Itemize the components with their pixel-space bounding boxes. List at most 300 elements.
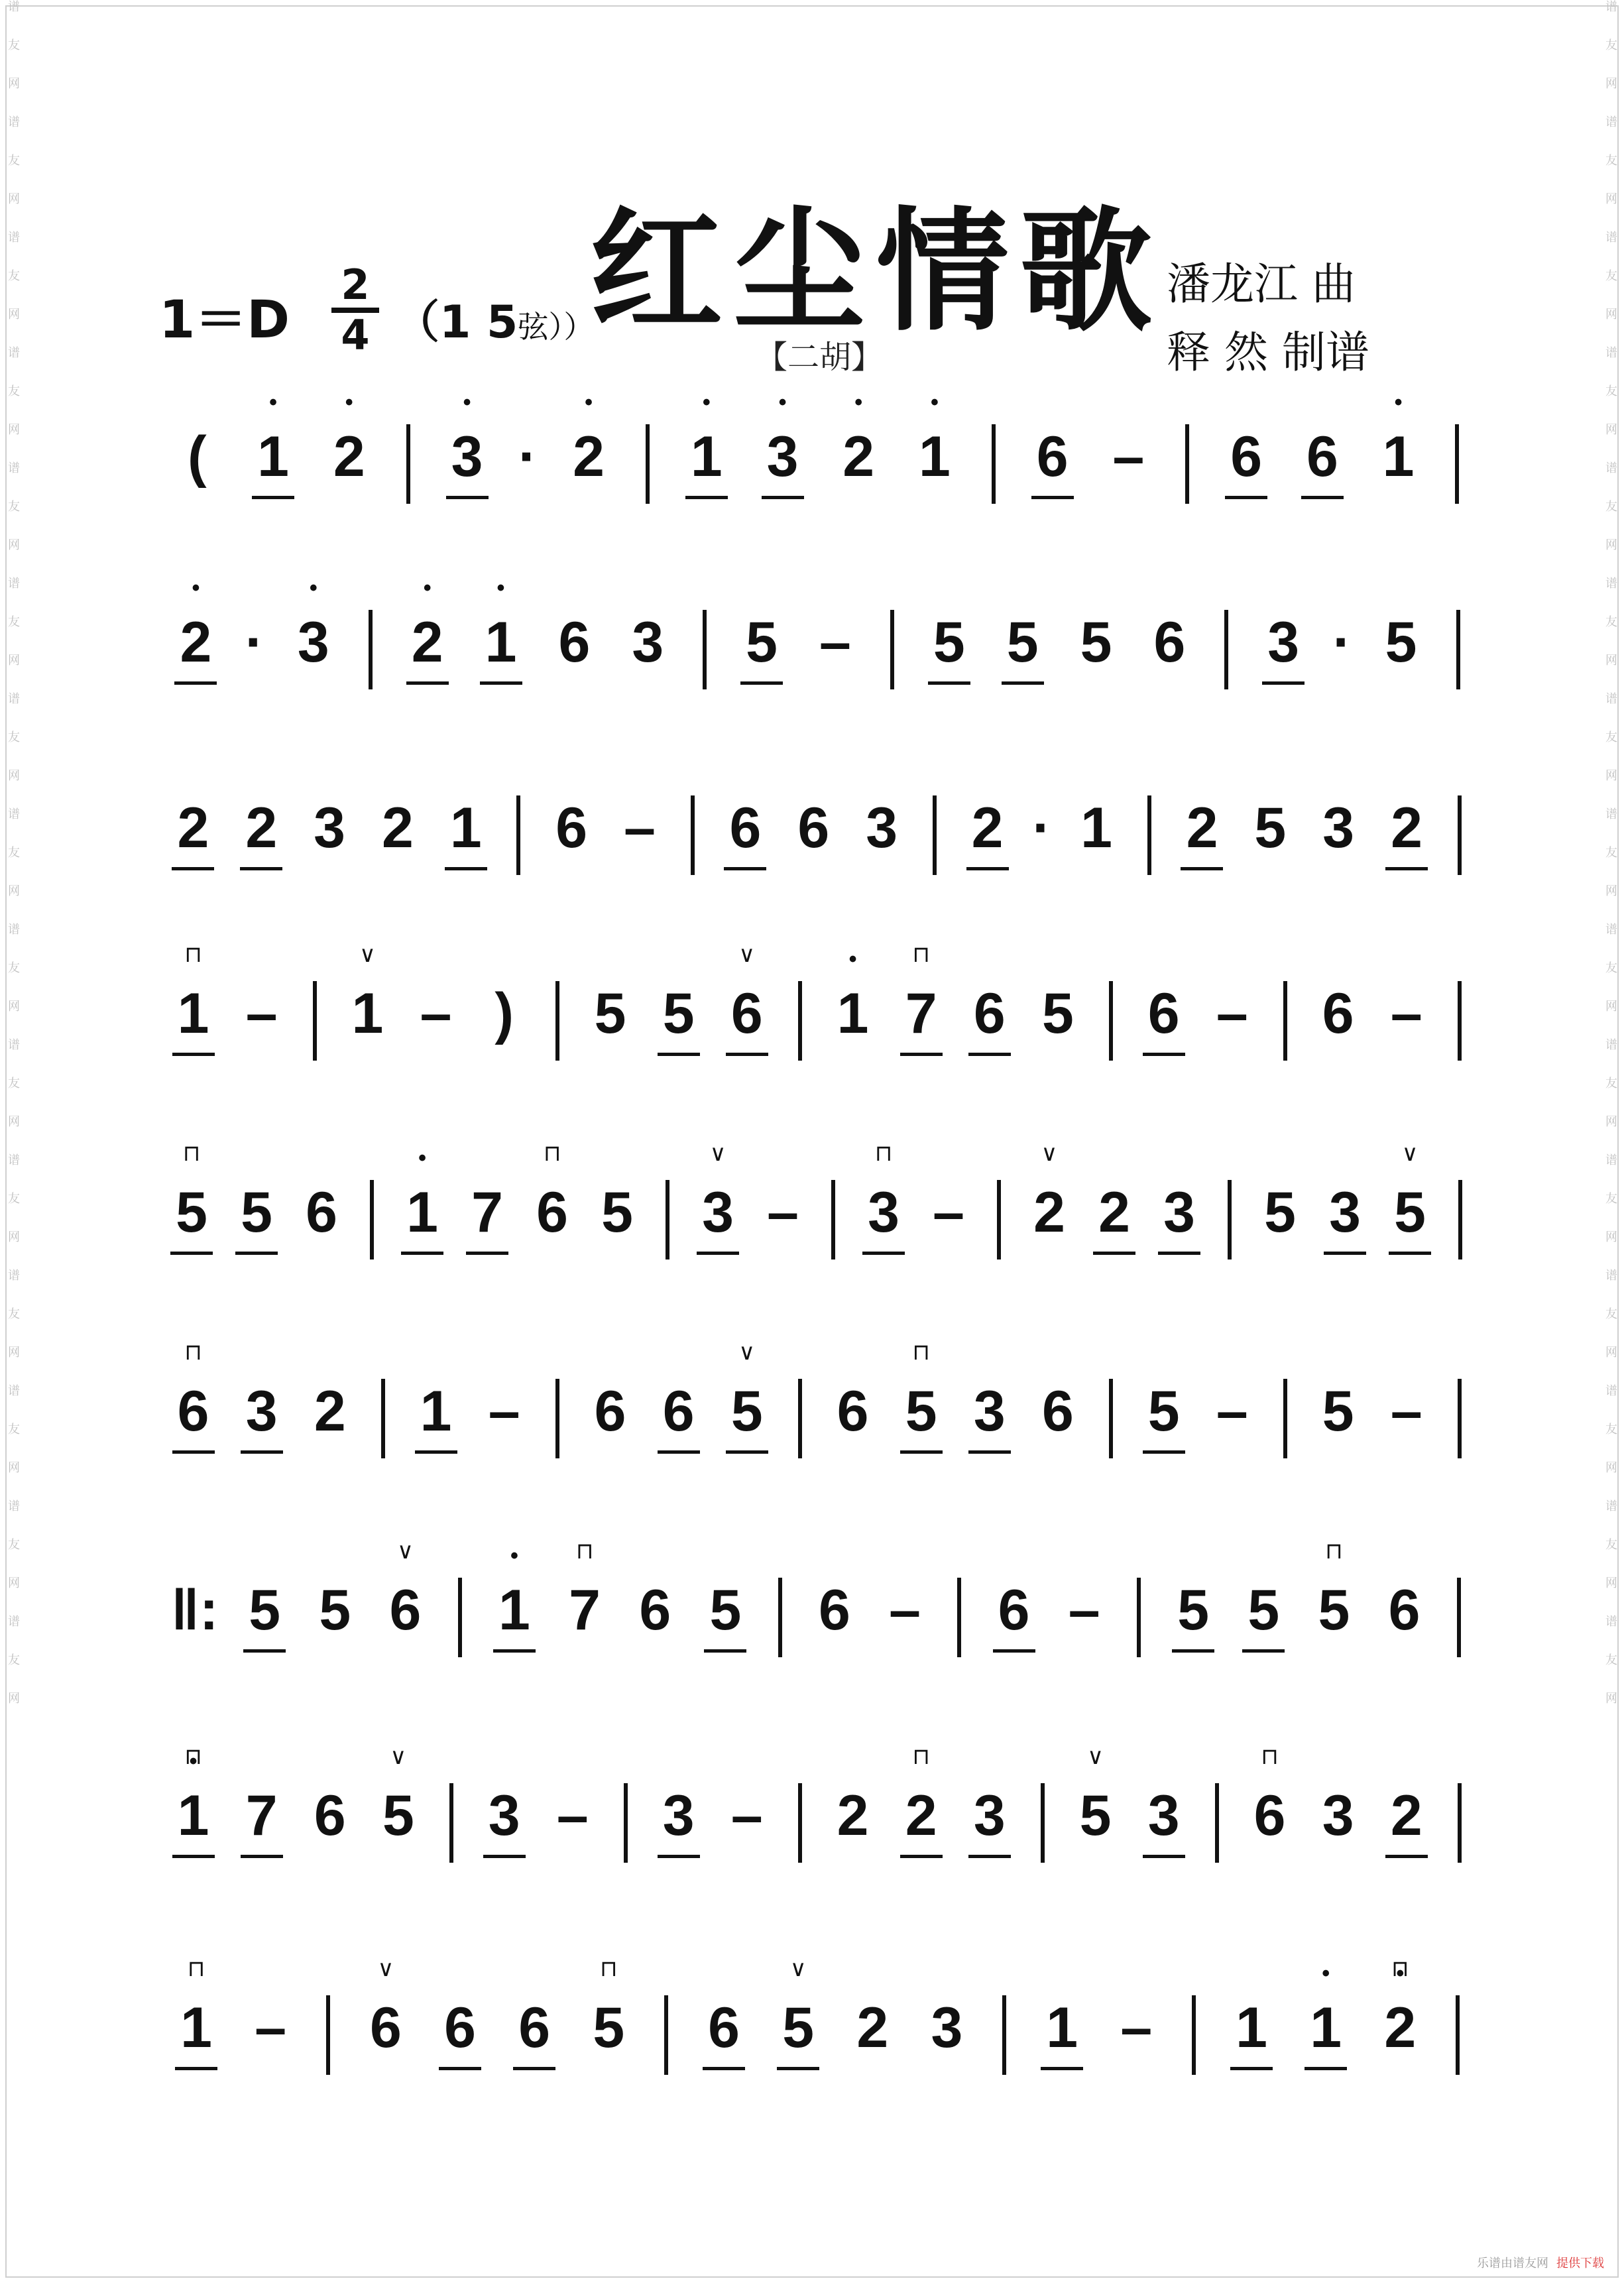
duration-underline xyxy=(966,867,1009,870)
notation-symbol: – xyxy=(1112,425,1145,489)
notation-symbol: – xyxy=(1120,1996,1153,2060)
note: • 1 xyxy=(170,1783,217,1849)
duration-underline xyxy=(480,681,522,685)
note: • 2 xyxy=(565,424,612,490)
barline xyxy=(831,1180,835,1259)
note: • 3 xyxy=(444,424,491,490)
score-row xyxy=(0,941,1624,1127)
note: • 2 xyxy=(326,424,373,490)
note: 6 xyxy=(1230,425,1263,489)
note: • 1 xyxy=(491,1578,538,1643)
note: 6 xyxy=(518,1996,551,2060)
notation-symbol: ( xyxy=(188,425,207,489)
note: 6 xyxy=(797,796,830,860)
duration-underline xyxy=(1143,1450,1185,1454)
notation-symbol: – xyxy=(1216,1379,1248,1443)
barline xyxy=(1458,1379,1462,1458)
note: • 2 xyxy=(1377,1995,1423,2061)
note: 2 xyxy=(177,796,209,860)
barline xyxy=(1283,1379,1287,1458)
note: 6 xyxy=(558,611,591,674)
note: 5 xyxy=(249,1578,281,1642)
note: 5 xyxy=(1079,1784,1112,1847)
note: 6 xyxy=(555,796,588,860)
side-watermark-left: 谱友网谱友网谱友网谱友网谱友网谱友网谱友网谱友网谱友网谱友网谱友网谱友网谱友网谱友网谱友网 xyxy=(6,0,20,1730)
note: 6 xyxy=(1253,1784,1286,1847)
tuning-suffix: 弦） xyxy=(518,309,564,345)
barline xyxy=(1137,1578,1141,1657)
note: 1 xyxy=(420,1379,452,1443)
note: 5 xyxy=(1322,1379,1354,1443)
note: 6 xyxy=(1036,425,1069,489)
duration-underline xyxy=(900,1053,943,1056)
barline xyxy=(1215,1783,1219,1863)
notation-symbol: · xyxy=(1032,796,1052,860)
note: 6 xyxy=(177,1379,209,1443)
note: 2 xyxy=(245,796,278,860)
duration-underline xyxy=(466,1252,508,1255)
footer-left: 乐谱由谱友网 xyxy=(1477,2256,1548,2270)
note: 3 xyxy=(488,1784,520,1847)
note: 3 xyxy=(1267,611,1300,674)
bowing-mark: ∨ xyxy=(738,1339,756,1366)
duration-underline xyxy=(513,2067,555,2070)
note: 1 xyxy=(177,982,209,1045)
note: 3 xyxy=(632,611,664,674)
barline xyxy=(1109,1379,1113,1458)
bowing-mark: ∨ xyxy=(738,941,756,968)
notation-symbol: – xyxy=(1068,1578,1100,1642)
footer-credit xyxy=(1477,2254,1604,2271)
duration-underline xyxy=(252,496,294,499)
duration-underline xyxy=(697,1252,739,1255)
note: 3 xyxy=(973,1379,1006,1443)
barline xyxy=(326,1995,330,2075)
duration-underline xyxy=(406,681,449,685)
notation-symbol: · xyxy=(245,611,264,674)
barline xyxy=(1456,610,1460,689)
duration-underline xyxy=(241,1855,283,1858)
note: 2 xyxy=(971,796,1004,860)
duration-underline xyxy=(1262,681,1305,685)
duration-underline xyxy=(1002,681,1044,685)
note: 5 xyxy=(1247,1578,1280,1642)
note: 5 xyxy=(905,1379,937,1443)
note: • 3 xyxy=(290,610,337,675)
note: 7 xyxy=(245,1784,278,1847)
score-row xyxy=(0,597,1624,756)
note: 2 xyxy=(1390,1784,1422,1847)
bowing-mark: ∨ xyxy=(359,941,376,968)
barline xyxy=(1192,1995,1196,2075)
duration-underline xyxy=(1305,2067,1347,2070)
barline xyxy=(1458,1783,1462,1863)
note: • 1 xyxy=(399,1180,445,1246)
key-signature: 1＝D xyxy=(159,290,290,350)
bowing-mark: ⊓ xyxy=(184,941,202,968)
note: 6 xyxy=(1153,611,1186,674)
duration-underline xyxy=(1324,1252,1366,1255)
note: 5 xyxy=(1318,1578,1350,1642)
duration-underline xyxy=(777,2067,819,2070)
barline xyxy=(1228,1180,1232,1259)
duration-underline xyxy=(401,1252,443,1255)
note: • 1 xyxy=(683,424,730,490)
duration-underline xyxy=(1172,1649,1214,1653)
note: 5 xyxy=(730,1379,763,1443)
note: 5 xyxy=(1041,982,1074,1045)
note: 6 xyxy=(837,1379,869,1443)
barline xyxy=(798,1783,802,1863)
note: 5 xyxy=(1254,796,1287,860)
bowing-mark: ∨ xyxy=(1087,1743,1104,1770)
duration-underline xyxy=(762,496,804,499)
note: 3 xyxy=(1322,1784,1354,1847)
note: • 1 xyxy=(1303,1995,1349,2061)
duration-underline xyxy=(1385,1855,1428,1858)
duration-underline xyxy=(1041,2067,1083,2070)
note: 3 xyxy=(702,1181,734,1244)
note: 5 xyxy=(782,1996,815,2060)
barline xyxy=(957,1578,961,1657)
note: 1 xyxy=(351,982,384,1045)
notation-symbol: – xyxy=(245,982,278,1045)
duration-underline xyxy=(1181,867,1223,870)
note: 3 xyxy=(662,1784,695,1847)
note: 6 xyxy=(662,1379,695,1443)
bowing-mark: ⊓ xyxy=(912,1339,930,1366)
barline xyxy=(406,424,410,504)
time-signature-bottom: 4 xyxy=(341,311,370,359)
note: 5 xyxy=(746,611,778,674)
duration-underline xyxy=(1242,1649,1285,1653)
barline xyxy=(1458,795,1462,875)
duration-underline xyxy=(1143,1053,1185,1056)
note: 3 xyxy=(314,796,346,860)
note: 7 xyxy=(905,982,937,1045)
score-row xyxy=(0,1339,1624,1525)
note: 3 xyxy=(973,1784,1006,1847)
barline xyxy=(449,1783,453,1863)
note: 5 xyxy=(709,1578,742,1642)
note: 5 xyxy=(1080,611,1112,674)
duration-underline xyxy=(726,1053,768,1056)
notation-symbol: – xyxy=(767,1181,799,1244)
barline xyxy=(1002,1995,1006,2075)
time-signature-top: 2 xyxy=(341,261,370,309)
score-row xyxy=(0,1743,1624,1929)
duration-underline xyxy=(446,496,489,499)
note: 6 xyxy=(973,982,1006,1045)
duration-underline xyxy=(658,1053,700,1056)
note: 5 xyxy=(1147,1379,1180,1443)
duration-underline xyxy=(174,681,217,685)
bowing-mark: ⊓ xyxy=(184,1339,202,1366)
duration-underline xyxy=(658,1855,700,1858)
composer-credit: 潘龙江 曲 xyxy=(1167,259,1356,310)
barline xyxy=(890,610,894,689)
note: • 1 xyxy=(830,981,876,1047)
bowing-mark: ⊓ xyxy=(575,1538,594,1564)
duration-underline xyxy=(1031,496,1074,499)
note: 3 xyxy=(868,1181,899,1244)
barline xyxy=(381,1379,385,1458)
barline xyxy=(778,1578,782,1657)
duration-underline xyxy=(740,681,783,685)
note: 2 xyxy=(837,1784,869,1847)
note: 6 xyxy=(639,1578,671,1642)
note: 6 xyxy=(536,1181,568,1244)
duration-underline xyxy=(968,1053,1011,1056)
duration-underline xyxy=(685,496,728,499)
note: 3 xyxy=(931,1996,963,2060)
note: 2 xyxy=(1391,796,1422,860)
barline xyxy=(1109,981,1113,1061)
note: 2 xyxy=(856,1996,889,2060)
note: 5 xyxy=(176,1181,207,1244)
note: 3 xyxy=(1147,1784,1180,1847)
duration-underline xyxy=(726,1450,768,1454)
note: 6 xyxy=(306,1181,337,1244)
barline xyxy=(992,424,996,504)
notation-symbol: – xyxy=(730,1784,763,1847)
bowing-mark: ⊓ xyxy=(543,1140,561,1167)
duration-underline xyxy=(172,1053,215,1056)
note: 6 xyxy=(818,1578,850,1642)
duration-underline xyxy=(175,2067,217,2070)
barline xyxy=(1147,795,1151,875)
duration-underline xyxy=(1225,496,1267,499)
duration-underline xyxy=(415,1450,457,1454)
note: 5 xyxy=(241,1181,272,1244)
duration-underline xyxy=(445,867,487,870)
note: 5 xyxy=(1394,1181,1426,1244)
barline xyxy=(798,981,802,1061)
duration-underline xyxy=(172,867,214,870)
duration-underline xyxy=(243,1649,286,1653)
bowing-mark: ⊓ xyxy=(912,941,930,968)
notation-symbol: – xyxy=(420,982,452,1045)
duration-underline xyxy=(1093,1252,1135,1255)
bowing-mark: ∨ xyxy=(390,1743,407,1770)
notation-symbol: – xyxy=(889,1578,921,1642)
note: 6 xyxy=(708,1996,740,2060)
duration-underline xyxy=(493,1649,536,1653)
note: • 2 xyxy=(404,610,451,675)
barline xyxy=(703,610,707,689)
barline xyxy=(516,795,520,875)
barline xyxy=(1456,1995,1460,2075)
duration-underline xyxy=(703,2067,745,2070)
note: 2 xyxy=(1098,1181,1130,1244)
barline xyxy=(458,1578,462,1657)
notation-symbol: – xyxy=(1216,982,1248,1045)
note: 3 xyxy=(1322,796,1355,860)
duration-underline xyxy=(1230,2067,1273,2070)
duration-underline xyxy=(993,1649,1035,1653)
duration-underline xyxy=(235,1252,278,1255)
bowing-mark: ⊓ xyxy=(1391,1956,1409,1982)
duration-underline xyxy=(900,1855,943,1858)
note: 5 xyxy=(382,1784,414,1847)
barline xyxy=(313,981,317,1061)
note: 2 xyxy=(1186,796,1218,860)
barline xyxy=(1185,424,1189,504)
duration-underline xyxy=(900,1450,943,1454)
notation-symbol: – xyxy=(1390,982,1422,1045)
score-row xyxy=(0,1140,1624,1326)
note: 6 xyxy=(1147,982,1180,1045)
footer-right: 提供下载 xyxy=(1556,2256,1604,2270)
note: • 2 xyxy=(835,424,882,490)
notation-symbol: – xyxy=(933,1181,964,1244)
duration-underline xyxy=(704,1649,746,1653)
note: • 1 xyxy=(1375,424,1422,490)
bowing-mark: ⊓ xyxy=(1325,1538,1343,1564)
barline xyxy=(798,1379,802,1458)
barline xyxy=(369,610,373,689)
note: 1 xyxy=(449,796,482,860)
duration-underline xyxy=(172,1855,215,1858)
note: 7 xyxy=(569,1578,601,1642)
bowing-mark: ∨ xyxy=(1401,1140,1419,1167)
score-row xyxy=(0,1538,1624,1724)
note: 5 xyxy=(1264,1181,1296,1244)
bowing-mark: ⊓ xyxy=(187,1956,205,1982)
duration-underline xyxy=(439,2067,481,2070)
bowing-mark: ⊓ xyxy=(874,1140,893,1167)
notation-symbol: – xyxy=(624,796,656,860)
note: • 1 xyxy=(250,424,296,490)
notation-symbol: · xyxy=(1332,611,1352,674)
barline xyxy=(370,1180,374,1259)
note: 6 xyxy=(444,1996,476,2060)
notation-symbol: – xyxy=(819,611,851,674)
barline xyxy=(1457,1578,1461,1657)
song-title: 红尘情歌 xyxy=(590,194,1163,349)
note: 2 xyxy=(1033,1181,1065,1244)
tuning-info: （1 5弦）） xyxy=(394,296,595,349)
bowing-mark: ∨ xyxy=(397,1538,414,1564)
barline xyxy=(646,424,650,504)
bowing-mark: ⊓ xyxy=(912,1743,930,1770)
note: 5 xyxy=(593,1996,625,2060)
note: 5 xyxy=(662,982,695,1045)
duration-underline xyxy=(240,867,282,870)
note: 2 xyxy=(382,796,414,860)
barline xyxy=(1455,424,1459,504)
duration-underline xyxy=(658,1450,700,1454)
barline xyxy=(1458,981,1462,1061)
duration-underline xyxy=(483,1855,526,1858)
notation-symbol: ‖: xyxy=(171,1578,219,1642)
barline xyxy=(666,1180,669,1259)
note: 6 xyxy=(730,982,763,1045)
bowing-mark: ∨ xyxy=(1041,1140,1058,1167)
barline xyxy=(997,1180,1001,1259)
note: • 2 xyxy=(172,610,219,675)
note: 6 xyxy=(594,1379,626,1443)
note: 6 xyxy=(1322,982,1354,1045)
note: 6 xyxy=(314,1784,346,1847)
note: 5 xyxy=(1385,611,1417,674)
score-row xyxy=(0,1956,1624,2141)
barline xyxy=(1224,610,1228,689)
note: 6 xyxy=(998,1578,1030,1642)
note: 5 xyxy=(933,611,965,674)
notation-symbol: – xyxy=(1390,1379,1422,1443)
note: 5 xyxy=(601,1181,634,1244)
note: 6 xyxy=(1041,1379,1074,1443)
note: 7 xyxy=(471,1181,503,1244)
note: 6 xyxy=(370,1996,402,2060)
barline xyxy=(691,795,695,875)
note: • 1 xyxy=(478,610,524,675)
note: 5 xyxy=(594,982,626,1045)
note: 1 xyxy=(180,1996,212,2060)
duration-underline xyxy=(170,1252,213,1255)
note: 3 xyxy=(1329,1181,1361,1244)
score-row xyxy=(0,782,1624,941)
duration-underline xyxy=(1158,1252,1200,1255)
note: 6 xyxy=(389,1578,422,1642)
notation-symbol: – xyxy=(488,1379,520,1443)
note: • 3 xyxy=(760,424,806,490)
barline xyxy=(1283,981,1287,1061)
notation-symbol: ) xyxy=(494,982,514,1045)
note: 2 xyxy=(314,1379,346,1443)
score-row xyxy=(0,411,1624,570)
note: 1 xyxy=(1236,1996,1267,2060)
bowing-mark: ⊓ xyxy=(184,1743,202,1770)
bowing-mark: ∨ xyxy=(789,1956,807,1982)
note: 6 xyxy=(1306,425,1338,489)
barline xyxy=(933,795,937,875)
notation-symbol: – xyxy=(255,1996,287,2060)
duration-underline xyxy=(968,1450,1011,1454)
note: 5 xyxy=(1006,611,1039,674)
bowing-mark: ∨ xyxy=(709,1140,726,1167)
note: 5 xyxy=(319,1578,351,1642)
bowing-mark: ⊓ xyxy=(182,1140,201,1167)
barline xyxy=(555,1379,559,1458)
barline xyxy=(555,981,559,1061)
instrument-label: 【二胡】 xyxy=(756,339,884,376)
duration-underline xyxy=(862,1252,905,1255)
note: • 1 xyxy=(911,424,958,490)
note: 1 xyxy=(1046,1996,1078,2060)
duration-underline xyxy=(724,867,766,870)
barline xyxy=(1458,1180,1462,1259)
bowing-mark: ⊓ xyxy=(600,1956,618,1982)
time-signature xyxy=(331,261,379,359)
note: 3 xyxy=(245,1379,278,1443)
duration-underline xyxy=(928,681,970,685)
note: 6 xyxy=(1388,1578,1421,1642)
barline xyxy=(664,1995,668,2075)
duration-underline xyxy=(1143,1855,1185,1858)
bowing-mark: ⊓ xyxy=(1261,1743,1279,1770)
note: 6 xyxy=(729,796,762,860)
barline xyxy=(624,1783,628,1863)
note: 1 xyxy=(1080,796,1112,860)
duration-underline xyxy=(1301,496,1344,499)
duration-underline xyxy=(241,1450,283,1454)
duration-underline xyxy=(968,1855,1011,1858)
arranger-credit: 释 然 制谱 xyxy=(1167,327,1369,378)
duration-underline xyxy=(1389,1252,1431,1255)
note: 5 xyxy=(1177,1578,1210,1642)
